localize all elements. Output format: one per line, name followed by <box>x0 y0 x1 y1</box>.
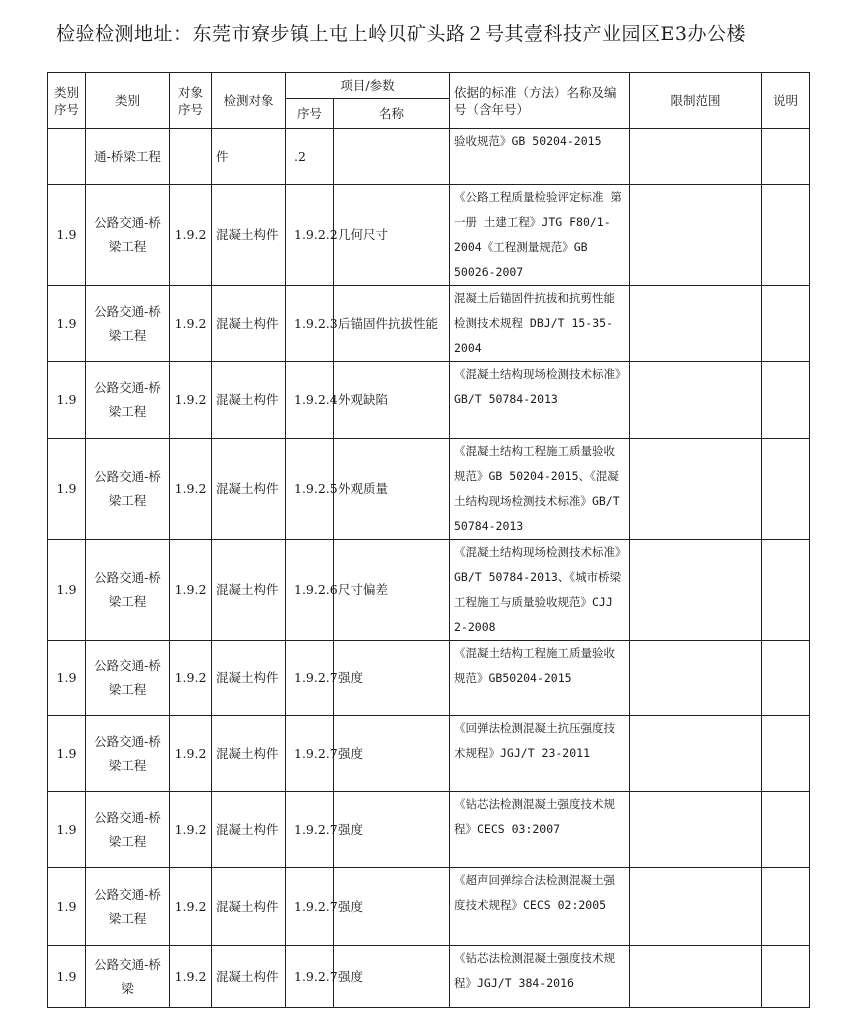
cell-note <box>762 868 810 946</box>
table-row <box>48 286 810 362</box>
cell-cat-seq: 1.9 <box>48 286 86 362</box>
cell-cat-seq: 1.9 <box>48 792 86 868</box>
cell-obj-seq: 1.9.2 <box>170 946 212 1008</box>
cell-standard: 验收规范》GB 50204-2015 <box>450 129 630 185</box>
cell-object: 件 <box>212 129 286 185</box>
cell-cat-seq: 1.9 <box>48 540 86 641</box>
cell-limit <box>630 716 762 792</box>
cell-obj-seq: 1.9.2 <box>170 540 212 641</box>
cell-obj-seq: 1.9.2 <box>170 868 212 946</box>
cell-obj-seq: 1.9.2 <box>170 716 212 792</box>
cell-limit <box>630 868 762 946</box>
cell-note <box>762 185 810 286</box>
cell-cat-seq: 1.9 <box>48 641 86 716</box>
cell-category: 公路交通-桥梁工程 <box>86 439 170 540</box>
page-header-address: 检验检测地址：东莞市寮步镇上屯上岭贝矿头路２号其壹科技产业园区E3办公楼 <box>56 23 746 45</box>
cell-item-name: 强度 <box>334 792 450 868</box>
header-object: 检测对象 <box>212 73 286 129</box>
cell-cat-seq <box>48 129 86 185</box>
header-standard: 依据的标准（方法）名称及编号（含年号） <box>450 73 630 129</box>
cell-obj-seq: 1.9.2 <box>170 362 212 439</box>
cell-limit <box>630 286 762 362</box>
cell-object: 混凝土构件 <box>212 868 286 946</box>
cell-limit <box>630 362 762 439</box>
cell-obj-seq: 1.9.2 <box>170 185 212 286</box>
header-item-no: 序号 <box>286 99 334 129</box>
cell-item-no: 1.9.2.5 <box>286 439 334 540</box>
cell-category: 公路交通-桥梁工程 <box>86 362 170 439</box>
table-row <box>48 129 810 185</box>
cell-item-name: 强度 <box>334 946 450 1008</box>
cell-standard: 《钻芯法检测混凝土强度技术规程》CECS 03:2007 <box>450 792 630 868</box>
cell-object: 混凝土构件 <box>212 439 286 540</box>
cell-item-no: 1.9.2.7 <box>286 792 334 868</box>
cell-object: 混凝土构件 <box>212 362 286 439</box>
table-row <box>48 641 810 716</box>
cell-item-name <box>334 129 450 185</box>
inspection-scope-table <box>47 72 810 1008</box>
cell-category: 公路交通-桥梁工程 <box>86 185 170 286</box>
cell-standard: 《混凝土结构现场检测技术标准》GB/T 50784-2013 <box>450 362 630 439</box>
cell-note <box>762 792 810 868</box>
cell-category: 公路交通-桥梁工程 <box>86 792 170 868</box>
cell-obj-seq <box>170 129 212 185</box>
cell-cat-seq: 1.9 <box>48 439 86 540</box>
cell-category: 通-桥梁工程 <box>86 129 170 185</box>
cell-item-no: 1.9.2.7 <box>286 641 334 716</box>
header-category: 类别 <box>86 73 170 129</box>
table-row <box>48 540 810 641</box>
table-row <box>48 868 810 946</box>
cell-item-no: 1.9.2.7 <box>286 946 334 1008</box>
cell-object: 混凝土构件 <box>212 540 286 641</box>
cell-limit <box>630 946 762 1008</box>
cell-item-no: .2 <box>286 129 334 185</box>
cell-obj-seq: 1.9.2 <box>170 792 212 868</box>
cell-cat-seq: 1.9 <box>48 716 86 792</box>
cell-item-name: 强度 <box>334 716 450 792</box>
table-body <box>48 129 810 1008</box>
table-row <box>48 792 810 868</box>
cell-object: 混凝土构件 <box>212 716 286 792</box>
cell-item-name: 外观质量 <box>334 439 450 540</box>
cell-cat-seq: 1.9 <box>48 185 86 286</box>
cell-note <box>762 641 810 716</box>
cell-item-name: 外观缺陷 <box>334 362 450 439</box>
cell-obj-seq: 1.9.2 <box>170 286 212 362</box>
cell-item-no: 1.9.2.7 <box>286 716 334 792</box>
header-item-param: 项目/参数 <box>286 73 450 99</box>
cell-item-name: 后锚固件抗拔性能 <box>334 286 450 362</box>
cell-category: 公路交通-桥梁工程 <box>86 286 170 362</box>
cell-item-no: 1.9.2.3 <box>286 286 334 362</box>
cell-category: 公路交通-桥梁 <box>86 946 170 1008</box>
cell-object: 混凝土构件 <box>212 946 286 1008</box>
cell-object: 混凝土构件 <box>212 641 286 716</box>
cell-standard: 《混凝土结构工程施工质量验收规范》GB50204-2015 <box>450 641 630 716</box>
cell-cat-seq: 1.9 <box>48 362 86 439</box>
cell-item-name: 几何尺寸 <box>334 185 450 286</box>
cell-object: 混凝土构件 <box>212 792 286 868</box>
cell-limit <box>630 540 762 641</box>
cell-cat-seq: 1.9 <box>48 868 86 946</box>
cell-limit <box>630 439 762 540</box>
cell-standard: 混凝土后锚固件抗拔和抗剪性能检测技术规程 DBJ/T 15-35-2004 <box>450 286 630 362</box>
table-row <box>48 716 810 792</box>
cell-category: 公路交通-桥梁工程 <box>86 641 170 716</box>
cell-limit <box>630 792 762 868</box>
cell-item-no: 1.9.2.4 <box>286 362 334 439</box>
cell-note <box>762 362 810 439</box>
cell-item-name: 尺寸偏差 <box>334 540 450 641</box>
cell-standard: 《超声回弹综合法检测混凝土强度技术规程》CECS 02:2005 <box>450 868 630 946</box>
cell-note <box>762 286 810 362</box>
header-cat-seq: 类别序号 <box>48 73 86 129</box>
cell-limit <box>630 641 762 716</box>
cell-cat-seq: 1.9 <box>48 946 86 1008</box>
cell-item-name: 强度 <box>334 641 450 716</box>
cell-limit <box>630 129 762 185</box>
header-limit: 限制范围 <box>630 73 762 129</box>
cell-standard: 《公路工程质量检验评定标准 第一册 土建工程》JTG F80/1-2004《工程测量规范》GB 50026-2007 <box>450 185 630 286</box>
cell-note <box>762 946 810 1008</box>
cell-note <box>762 716 810 792</box>
cell-item-no: 1.9.2.2 <box>286 185 334 286</box>
cell-standard: 《钻芯法检测混凝土强度技术规程》JGJ/T 384-2016 <box>450 946 630 1008</box>
table-row <box>48 185 810 286</box>
cell-limit <box>630 185 762 286</box>
cell-category: 公路交通-桥梁工程 <box>86 716 170 792</box>
cell-obj-seq: 1.9.2 <box>170 641 212 716</box>
table-row <box>48 946 810 1008</box>
cell-item-no: 1.9.2.6 <box>286 540 334 641</box>
cell-obj-seq: 1.9.2 <box>170 439 212 540</box>
cell-object: 混凝土构件 <box>212 185 286 286</box>
header-item-name: 名称 <box>334 99 450 129</box>
table-row <box>48 362 810 439</box>
cell-item-name: 强度 <box>334 868 450 946</box>
header-obj-seq: 对象序号 <box>170 73 212 129</box>
cell-note <box>762 129 810 185</box>
cell-category: 公路交通-桥梁工程 <box>86 540 170 641</box>
table-row <box>48 439 810 540</box>
cell-object: 混凝土构件 <box>212 286 286 362</box>
cell-standard: 《回弹法检测混凝土抗压强度技术规程》JGJ/T 23-2011 <box>450 716 630 792</box>
header-note: 说明 <box>762 73 810 129</box>
cell-standard: 《混凝土结构现场检测技术标准》GB/T 50784-2013、《城市桥梁工程施工与质量验收规范》CJJ 2-2008 <box>450 540 630 641</box>
cell-note <box>762 439 810 540</box>
cell-note <box>762 540 810 641</box>
cell-category: 公路交通-桥梁工程 <box>86 868 170 946</box>
cell-standard: 《混凝土结构工程施工质量验收规范》GB 50204-2015、《混凝土结构现场检测技术标准》GB/T 50784-2013 <box>450 439 630 540</box>
cell-item-no: 1.9.2.7 <box>286 868 334 946</box>
